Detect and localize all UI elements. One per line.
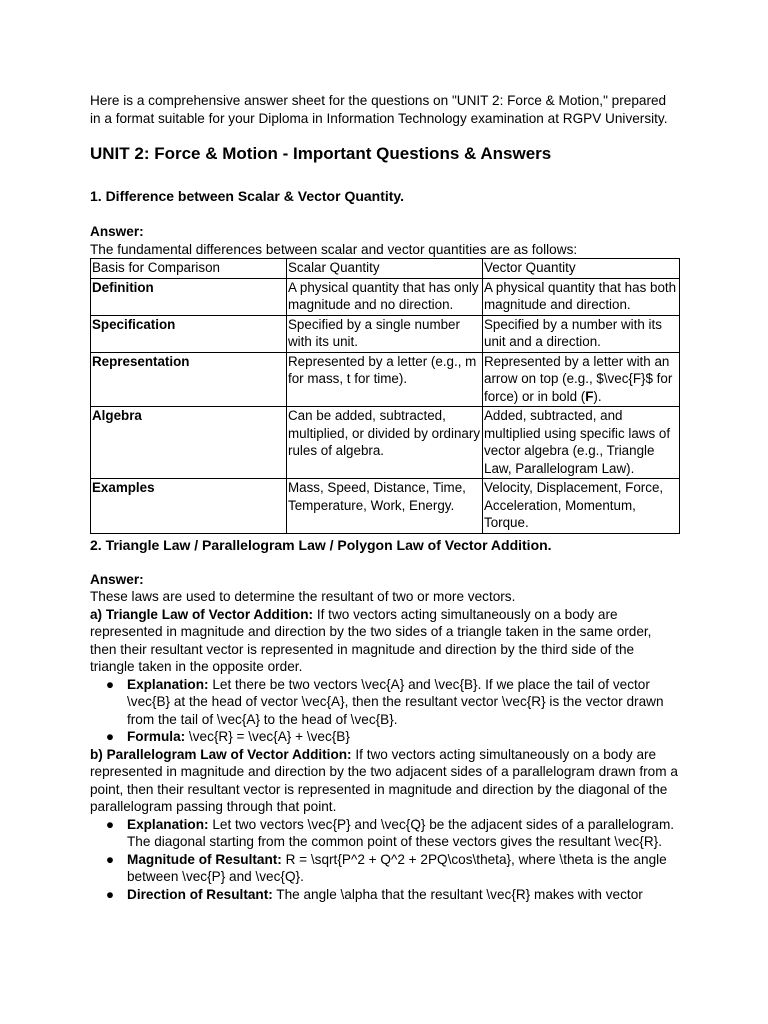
list-item-text: \vec{R} = \vec{A} + \vec{B}	[185, 729, 350, 744]
table-row	[91, 479, 680, 534]
row-basis-cell: Definition	[91, 278, 287, 315]
list-item	[105, 676, 680, 729]
q1-answer-label: Answer:	[90, 224, 144, 239]
list-item-label: Explanation:	[127, 816, 209, 832]
bullet-icon: ●	[105, 851, 115, 867]
table-row	[91, 315, 680, 352]
list-item-text: The angle \alpha that the resultant \vec{R} makes with vector	[272, 886, 643, 902]
list-item	[105, 851, 680, 886]
vector-cell: A physical quantity that has both magnitude and direction.	[483, 278, 680, 315]
vector-bold-letter: F	[585, 388, 594, 404]
list-item-label: Direction of Resultant:	[127, 886, 273, 902]
triangle-law-paragraph	[90, 606, 680, 676]
table-header-cell: Basis for Comparison	[91, 259, 287, 279]
triangle-law-list	[90, 676, 680, 746]
scalar-cell: Specified by a single number with its unit.	[287, 315, 483, 352]
table-row	[91, 352, 680, 407]
q1-lead: The fundamental differences between scalar and vector quantities are as follows:	[90, 241, 578, 257]
q2-lead: These laws are used to determine the resultant of two or more vectors.	[90, 589, 516, 604]
parallelogram-law-list	[90, 816, 680, 904]
triangle-law-label: a) Triangle Law of Vector Addition:	[90, 606, 314, 622]
scalar-cell: A physical quantity that has only magnitude and no direction.	[287, 278, 483, 315]
scalar-cell: Represented by a letter (e.g., m for mass, t for time).	[287, 352, 483, 407]
table-header-cell: Scalar Quantity	[287, 259, 483, 279]
bullet-icon: ●	[105, 816, 115, 832]
row-basis-cell: Algebra	[91, 407, 287, 479]
parallelogram-law-paragraph	[90, 746, 680, 816]
vector-cell-text: Represented by a letter with an arrow on top (e.g., $\vec{F}$ for force) or in bold (	[484, 353, 673, 404]
triangle-law-text: If two vectors acting simultaneously on a body are represented in magnitude and direction by the two sides of a triangle taken in the same order, then their resultant vector is represented in magnitude and direction by the third side of the triangle taken in the opposite order.	[90, 606, 652, 674]
list-item-text: Let two vectors \vec{P} and \vec{Q} be the adjacent sides of a parallelogram. The diagonal starting from the common point of these vectors gives the resultant \vec{R}.	[127, 816, 675, 849]
row-basis-cell: Examples	[91, 479, 287, 534]
list-item-label: Magnitude of Resultant:	[127, 851, 282, 867]
parallelogram-law-label: b) Parallelogram Law of Vector Addition:	[90, 746, 352, 762]
table-row	[91, 407, 680, 479]
page-title: UNIT 2: Force & Motion - Important Questions & Answers	[90, 144, 552, 163]
bullet-icon: ●	[105, 886, 115, 902]
bullet-icon: ●	[105, 676, 115, 692]
row-basis-cell: Representation	[91, 352, 287, 407]
table-row	[91, 278, 680, 315]
scalar-cell: Mass, Speed, Distance, Time, Temperature, Work, Energy.	[287, 479, 483, 534]
vector-cell: Specified by a number with its unit and a direction.	[483, 315, 680, 352]
row-basis-cell: Specification	[91, 315, 287, 352]
bullet-icon: ●	[105, 729, 115, 744]
parallelogram-law-text: If two vectors acting simultaneously on a body are represented in magnitude and direction by the two adjacent sides of a parallelogram drawn from a point, then their resultant vector is represented in magnitude and direction by the diagonal of the parallelogram passing through that point.	[90, 746, 678, 814]
table-header-cell: Vector Quantity	[483, 259, 680, 279]
q2-answer-label: Answer:	[90, 571, 144, 587]
vector-cell	[483, 352, 680, 407]
vector-cell: Velocity, Displacement, Force, Acceleration, Momentum, Torque.	[483, 479, 680, 534]
comparison-table	[90, 258, 680, 534]
list-item	[105, 816, 680, 851]
scalar-cell: Can be added, subtracted, multiplied, or divided by ordinary rules of algebra.	[287, 407, 483, 479]
list-item-text: R = \sqrt{P^2 + Q^2 + 2PQ\cos\theta}, where \theta is the angle between \vec{P} and \vec{Q}.	[127, 851, 667, 884]
vector-cell: Added, subtracted, and multiplied using specific laws of vector algebra (e.g., Triangle Law, Parallelogram Law).	[483, 407, 680, 479]
list-item-text: Let there be two vectors \vec{A} and \vec{B}. If we place the tail of vector \vec{B} at the head of vector \vec{A}, then the resultant vector \vec{R} is the vector drawn from the tail of \vec{A} to the head of \vec{B}.	[127, 676, 664, 727]
document-content	[90, 92, 680, 903]
list-item-label: Explanation:	[127, 676, 209, 692]
list-item	[105, 886, 680, 904]
list-item	[105, 728, 680, 746]
vector-cell-text-end: ).	[593, 388, 602, 404]
q2-heading: 2. Triangle Law / Parallelogram Law / Polygon Law of Vector Addition.	[90, 536, 552, 553]
table-header-row	[91, 259, 680, 279]
q1-heading: 1. Difference between Scalar & Vector Quantity.	[90, 188, 405, 204]
list-item-label: Formula:	[127, 729, 186, 744]
intro-paragraph: Here is a comprehensive answer sheet for the questions on "UNIT 2: Force & Motion," prepared in a format suitable for your Diploma in Information Technology examination at RGPV University.	[90, 93, 668, 126]
